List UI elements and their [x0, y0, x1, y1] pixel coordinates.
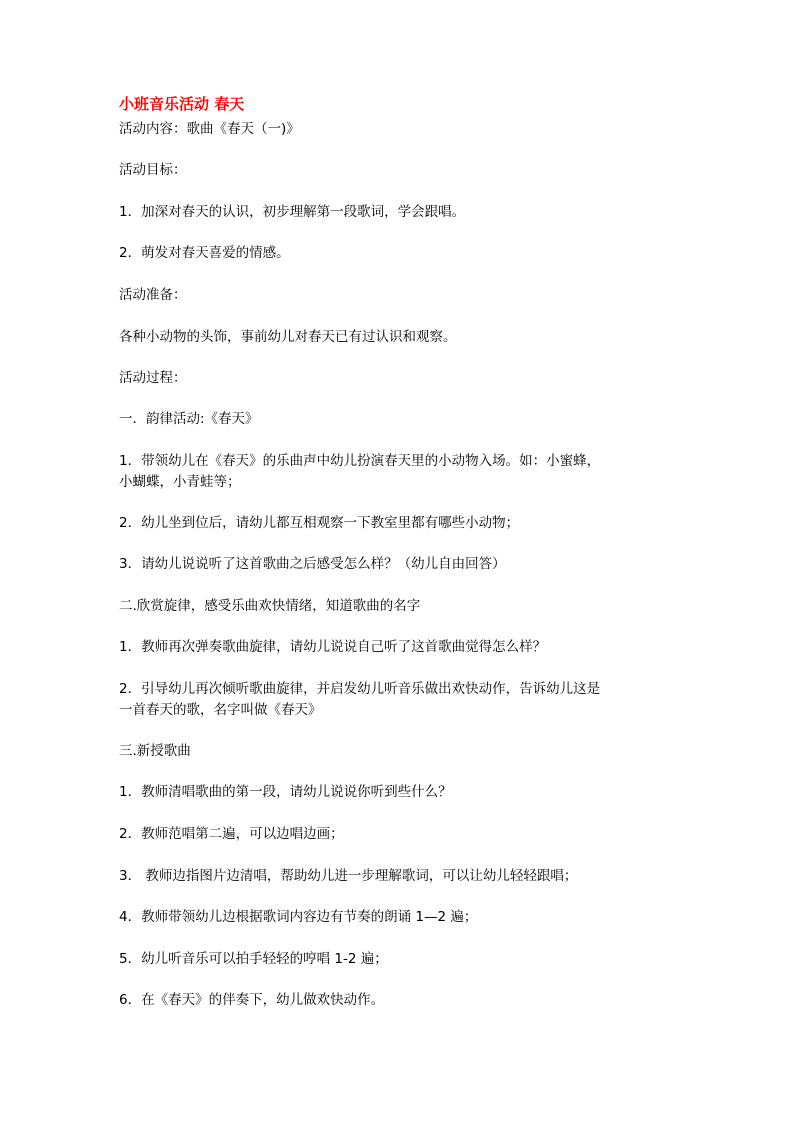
- section-heading-2: 二.欣赏旋律，感受乐曲欢快情绪，知道歌曲的名字: [119, 598, 421, 614]
- section-heading-1: 一．韵律活动:《春天》: [119, 411, 259, 427]
- goal-item: 2．萌发对春天喜爱的情感。: [119, 245, 290, 261]
- goal-item: 1．加深对春天的认识，初步理解第一段歌词，学会跟唱。: [119, 204, 466, 220]
- goals-heading: 活动目标：: [119, 162, 187, 178]
- section-heading-3: 三.新授歌曲: [119, 743, 191, 759]
- process-item-continued: 小蝴蝶，小青蛙等；: [119, 474, 241, 490]
- process-item: 5．幼儿听音乐可以拍手轻轻的哼唱 1-2 遍；: [119, 951, 388, 967]
- process-item: 1．带领幼儿在《春天》的乐曲声中幼儿扮演春天里的小动物入场。如：小蜜蜂，: [119, 453, 601, 469]
- process-item: 2．幼儿坐到位后，请幼儿都互相观察一下教室里都有哪些小动物；: [119, 515, 520, 531]
- process-item: 4．教师带领幼儿边根据歌词内容边有节奏的朗诵 1—2 遍；: [119, 909, 478, 925]
- process-item-continued: 一首春天的歌，名字叫做《春天》: [119, 702, 322, 718]
- process-item: 3．请幼儿说说听了这首歌曲之后感受怎么样？（幼儿自由回答）: [119, 556, 506, 572]
- process-item: 3． 教师边指图片边清唱，帮助幼儿进一步理解歌词，可以让幼儿轻轻跟唱；: [119, 868, 578, 884]
- prep-text: 各种小动物的头饰，事前幼儿对春天已有过认识和观察。: [119, 329, 457, 345]
- process-item: 2．引导幼儿再次倾听歌曲旋律，并启发幼儿听音乐做出欢快动作，告诉幼儿这是: [119, 681, 601, 697]
- process-item: 1．教师清唱歌曲的第一段，请幼儿说说你听到些什么？: [119, 784, 452, 800]
- process-item: 2．教师范唱第二遍，可以边唱边画；: [119, 826, 344, 842]
- process-item: 6．在《春天》的伴奏下，幼儿做欢快动作。: [119, 992, 385, 1008]
- process-item: 1．教师再次弹奏歌曲旋律，请幼儿说说自己听了这首歌曲觉得怎么样？: [119, 639, 547, 655]
- document-title: 小班音乐活动 春天: [119, 95, 245, 113]
- process-heading: 活动过程：: [119, 370, 187, 386]
- prep-heading: 活动准备：: [119, 287, 187, 303]
- activity-content-line: 活动内容：歌曲《春天（一)》: [119, 121, 300, 137]
